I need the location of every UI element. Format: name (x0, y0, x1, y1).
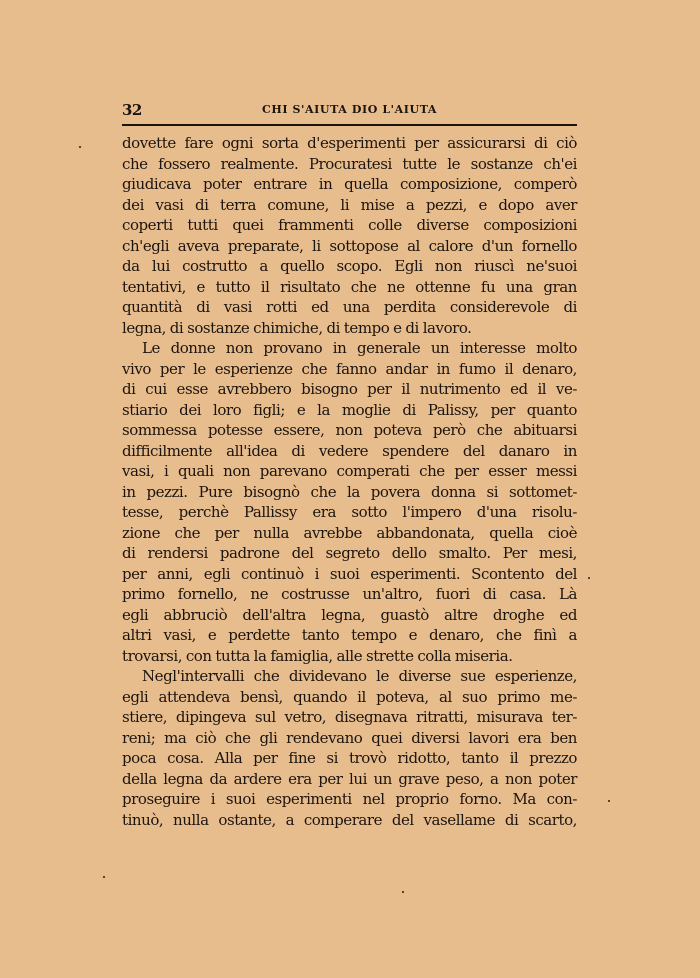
paper-speck (79, 146, 81, 148)
text-line: egli abbruciò dell'altra legna, guastò altre droghe ed (122, 605, 577, 624)
text-line: vasi, i quali non parevano comperati che per esser messi (122, 462, 577, 480)
paper-speck (103, 876, 105, 878)
text-line: giudicava poter entrare in quella composizione, comperò (122, 175, 577, 193)
paper-speck (608, 800, 610, 802)
text-line: difficilmente all'idea di vedere spendere del danaro in (122, 441, 577, 460)
text-line: stiario dei loro figli; e la moglie di Palissy, per quanto (122, 400, 577, 419)
paper-speck (588, 577, 590, 579)
text-line: in pezzi. Pure bisognò che la povera donna si sottomet- (122, 482, 577, 501)
paper-speck (402, 891, 404, 893)
text-line: altri vasi, e perdette tanto tempo e denaro, che finì a (122, 626, 577, 644)
text-line: poca cosa. Alla per fine si trovò ridotto, tanto il prezzo (122, 749, 577, 767)
text-line: coperti tutti quei frammenti colle diverse composizioni (122, 216, 577, 234)
text-line: egli attendeva bensì, quando il poteva, al suo primo me- (122, 687, 577, 706)
text-line: quantità di vasi rotti ed una perdita considerevole di (122, 298, 577, 316)
text-line: dovette fare ogni sorta d'esperimenti per assicurarsi di ciò (122, 134, 577, 152)
text-line: tesse, perchè Pallissy era sotto l'impero d'una risolu- (122, 503, 577, 521)
text-line: per anni, egli continuò i suoi esperimenti. Scontento del (122, 564, 577, 583)
text-line: zione che per nulla avrebbe abbandonata, quella cioè (122, 523, 577, 542)
text-line: primo fornello, ne costrusse un'altro, fuori di casa. Là (122, 585, 577, 603)
header-rule (122, 124, 577, 126)
text-line: legna, di sostanze chimiche, di tempo e di lavoro. (122, 318, 472, 337)
text-line: proseguire i suoi esperimenti nel proprio forno. Ma con- (122, 790, 577, 808)
text-line: trovarsi, con tutta la famiglia, alle strette colla miseria. (122, 646, 513, 665)
text-line: ch'egli aveva preparate, li sottopose al calore d'un fornello (122, 236, 577, 255)
text-line: tinuò, nulla ostante, a comperare del vasellame di scarto, (122, 810, 577, 829)
text-line: di cui esse avrebbero bisogno per il nutrimento ed il ve- (122, 380, 577, 398)
text-line: stiere, dipingeva sul vetro, disegnava ritratti, misurava ter- (122, 708, 577, 726)
page-header (122, 101, 577, 121)
text-line: tentativi, e tutto il risultato che ne ottenne fu una gran (122, 277, 577, 296)
text-line: vivo per le esperienze che fanno andar in fumo il denaro, (122, 359, 577, 378)
text-line: reni; ma ciò che gli rendevano quei diversi lavori era ben (122, 728, 577, 747)
text-line: che fossero realmente. Procuratesi tutte le sostanze ch'ei (122, 154, 577, 173)
text-line: della legna da ardere era per lui un grave peso, a non poter (122, 769, 577, 788)
text-line: dei vasi di terra comune, li mise a pezzi, e dopo aver (122, 195, 577, 214)
running-title: CHI S'AIUTA DIO L'AIUTA (261, 103, 438, 116)
body-text (122, 133, 577, 830)
text-line: Le donne non provano in generale un interesse molto (142, 339, 577, 357)
page-number: 32 (122, 101, 142, 119)
text-line: Negl'intervalli che dividevano le diverse sue esperienze, (142, 667, 577, 685)
text-line: da lui costrutto a quello scopo. Egli non riuscì ne'suoi (122, 257, 577, 275)
text-line: sommessa potesse essere, non poteva però che abituarsi (122, 421, 577, 439)
text-line: di rendersi padrone del segreto dello smalto. Per mesi, (122, 544, 577, 562)
